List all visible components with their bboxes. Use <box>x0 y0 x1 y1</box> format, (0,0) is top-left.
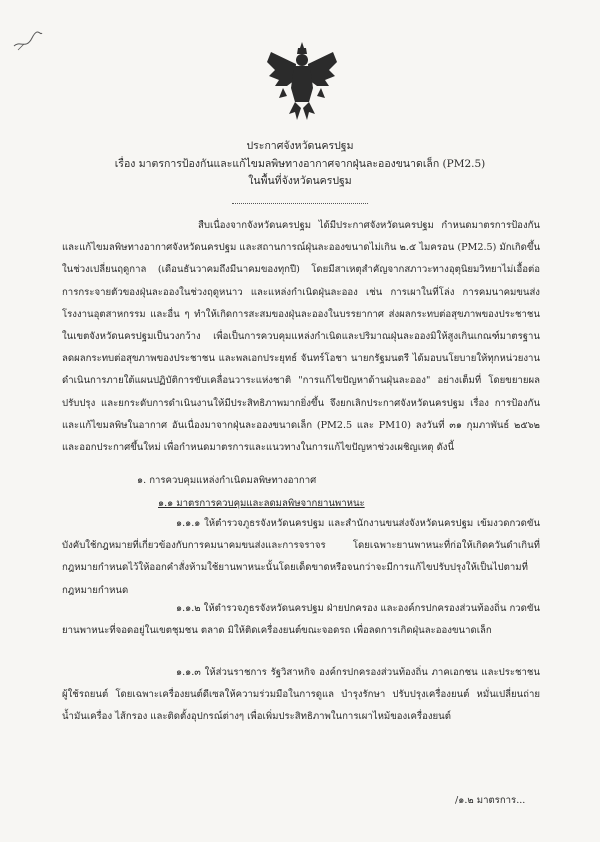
section-heading-1: ๑. การควบคุมแหล่งกำเนิดมลพิษทางอากาศ <box>137 475 317 486</box>
document-area: ในพื้นที่จังหวัดนครปฐม <box>248 175 352 187</box>
intro-paragraph: สืบเนื่องจากจังหวัดนครปฐม ได้มีประกาศจังหวัดนครปฐม กำหนดมาตรการป้องกันและแก้ไขมลพิษทางอากาศจังหวัดนครปฐม และสถานการณ์ฝุ่นละอองขนาดไม่เกิน ๒.๕ ไมครอน (PM2.5) มักเกิดขึ้นในช่วงเปลี่ยนฤดูกาล (เดือนธันวาคมถึงมีนาคมของทุกปี) โดยมีสาเหตุสำคัญจากสภาวะทางอุตุนิยมวิทยาไม่เอื้อต่อการกระจายตัวของฝุ่นละอองในช่วงฤดูหนาว และแหล่งกำเนิดฝุ่นละออง เช่น การเผาในที่โล่ง การคมนาคมขนส่ง โรงงานอุตสาหกรรม และอื่น ๆ ทำให้เกิดการสะสมของฝุ่นละอองในบรรยากาศ ส่งผลกระทบต่อสุขภาพของประชาชนในเขตจังหวัดนครปฐมเป็นวงกว้าง เพื่อเป็นการควบคุมแหล่งกำเนิดและปริมาณฝุ่นละอองมิให้สูงเกินเกณฑ์มาตรฐาน ลดผลกระทบต่อสุขภาพของประชาชน และพลเอกประยุทธ์ จันทร์โอชา นายกรัฐมนตรี ได้มอบนโยบายให้ทุกหน่วยงานดำเนินการภายใต้แผนปฏิบัติการขับเคลื่อนวาระแห่งชาติ "การแก้ไขปัญหาด้านฝุ่นละออง" อย่างเต็มที่ โดยขยายผล ปรับปรุง และยกระดับการดำเนินงานให้มีประสิทธิภาพมากยิ่งขึ้น จึงยกเลิกประกาศจังหวัดนครปฐม เรื่อง การป้องกันและแก้ไขมลพิษในอากาศ อันเนื่องมาจากฝุ่นละอองขนาดเล็ก (PM2.5 และ PM10) ลงวันที่ ๓๑ กุมภาพันธ์ ๒๕๖๒ และออกประกาศขึ้นใหม่ เพื่อกำหนดมาตรการและแนวทางในการแก้ไขปัญหาช่วงเผชิญเหตุ ดังนี้ <box>62 220 540 454</box>
handwritten-mark <box>12 30 44 54</box>
section-heading-1-1: ๑.๑ มาตรการควบคุมและลดมลพิษจากยานพาหนะ <box>158 498 365 509</box>
garuda-emblem-icon <box>265 40 339 122</box>
dotted-divider <box>232 203 368 204</box>
document-title: ประกาศจังหวัดนครปฐม <box>246 140 354 152</box>
document-subject: เรื่อง มาตรการป้องกันและแก้ไขมลพิษทางอากาศจากฝุ่นละอองขนาดเล็ก (PM2.5) <box>114 158 486 170</box>
item-1-1-2: ๑.๑.๒ ให้ตำรวจภูธรจังหวัดนครปฐม ฝ่ายปกครอง และองค์กรปกครองส่วนท้องถิ่น กวดขันยานพาหนะที่จอดอยู่ในเขตชุมชน ตลาด มิให้ติดเครื่องยนต์ขณะจอดรถ เพื่อลดการเกิดฝุ่นละอองขนาดเล็ก <box>62 603 540 637</box>
item-1-1-1: ๑.๑.๑ ให้ตำรวจภูธรจังหวัดนครปฐม และสำนักงานขนส่งจังหวัดนครปฐม เข้มงวดกวดขัน บังคับใช้กฎหมายที่เกี่ยวข้องกับการคมนาคมขนส่งและการจราจร โดยเฉพาะยานพาหนะที่ก่อให้เกิดควันดำเกินที่กฎหมายกำหนดไว้ให้ออกคำสั่งห้ามใช้ยานพาหนะนั้นโดยเด็ดขาดหรือจนกว่าจะมีการแก้ไขปรับปรุงให้เป็นไปตามที่กฎหมายกำหนด <box>62 518 540 596</box>
page-continuation: /๑.๒ มาตรการ... <box>455 795 526 806</box>
item-1-1-3: ๑.๑.๓ ให้ส่วนราชการ รัฐวิสาหกิจ องค์กรปกครองส่วนท้องถิ่น ภาคเอกชน และประชาชนผู้ใช้รถยนต์ โดยเฉพาะเครื่องยนต์ดีเซลให้ความร่วมมือในการดูแล บำรุงรักษา ปรับปรุงเครื่องยนต์ หมั่นเปลี่ยนถ่ายน้ำมันเครื่อง ไส้กรอง และติดตั้งอุปกรณ์ต่างๆ เพื่อเพิ่มประสิทธิภาพในการเผาไหม้ของเครื่องยนต์ <box>62 667 540 723</box>
